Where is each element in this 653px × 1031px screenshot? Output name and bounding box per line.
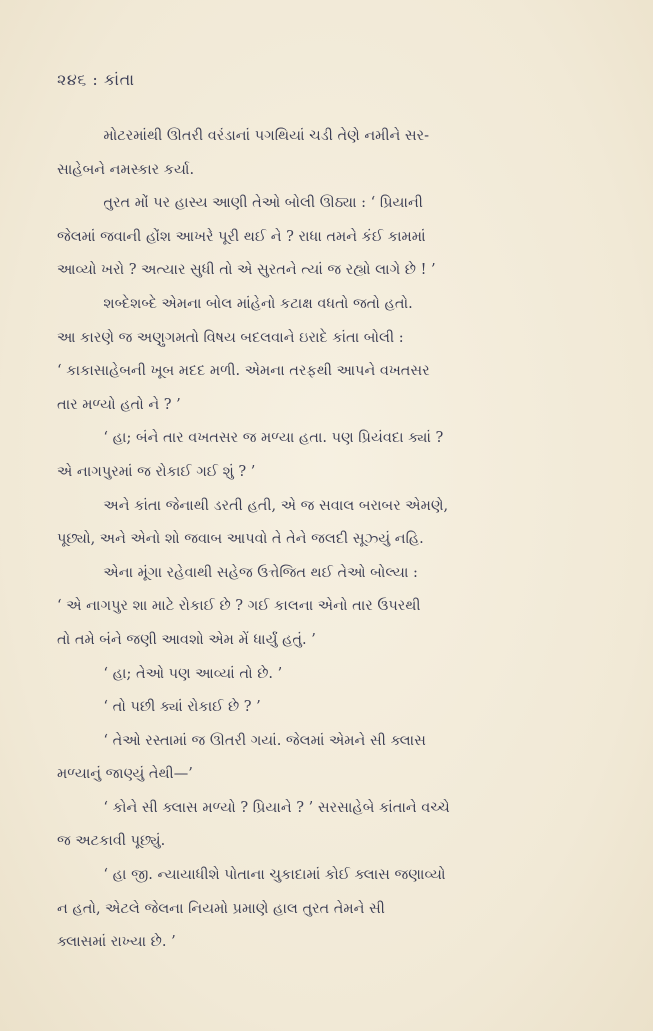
text-line: મળ્યાનું જાણ્યું તેથી—’ [57, 766, 193, 783]
text-line: આવ્યો ખરો ? અત્યાર સુધી તો એ સુરતને ત્યાં જ રહ્યો લાગે છે ! ’ [57, 262, 436, 279]
paragraph [57, 288, 597, 422]
text-line: અને કાંતા જેનાથી ડરતી હતી, એ જ સવાલ બરાબર એમણે, [103, 497, 449, 514]
text-line: જેલમાં જવાની હોંશ આખરે પૂરી થઈ ને ? રાધા તમને કંઈ કામમાં [57, 228, 426, 245]
text-line: ‘ હા; તેઓ પણ આવ્યાં તો છે. ’ [103, 665, 283, 682]
paragraph [57, 725, 597, 792]
text-line: ‘ તો પછી ક્યાં રોકાઈ છે ? ’ [103, 699, 261, 716]
text-line: ન હતો, એટલે જેલના નિયમો પ્રમાણે હાલ તુરત તેમને સી [57, 900, 385, 917]
paragraph [57, 557, 597, 658]
book-title: કાંતા [103, 70, 135, 89]
text-line: ‘ હા જી. ન્યાયાધીશે પોતાના ચુકાદામાં કોઈ ક્લાસ જણાવ્યો [103, 867, 446, 884]
paragraph [57, 120, 597, 187]
text-line: આ કારણે જ અણુગમતો વિષય બદલવાને ઇરાદે કાંતા બોલી : [57, 329, 404, 346]
text-line: પૂછ્યો, અને એનો શો જવાબ આપવો તે તેને જલદી સૂઝ્યું નહિ. [57, 531, 424, 548]
text-line: શબ્દેશબ્દે એમના બોલ માંહેનો કટાક્ષ વધતો જતો હતો. [103, 295, 413, 312]
text-line: તુરત મોં પર હાસ્ય આણી તેઓ બોલી ઊઠ્યા : ‘ પ્રિયાની [103, 195, 423, 212]
paragraph [57, 859, 597, 960]
text-line: એના મૂંગા રહેવાથી સહેજ ઉત્તેજિત થઈ તેઓ બોલ્યા : [103, 564, 418, 581]
paragraph [57, 422, 597, 489]
paragraph [57, 187, 597, 288]
text-line: ‘ કાકાસાહેબની ખૂબ મદદ મળી. એમના તરફથી આપને વખતસર [57, 363, 430, 380]
page-number: ૨૪૬ [57, 70, 87, 89]
text-line: ક્લાસમાં રાખ્યા છે. ’ [57, 934, 176, 951]
text-line: ‘ એ નાગપુર શા માટે રોકાઈ છે ? ગઈ કાલના એનો તાર ઉપરથી [57, 598, 421, 615]
paragraph [57, 792, 597, 859]
text-line: ‘ હા; બંને તાર વખતસર જ મળ્યા હતા. પણ પ્રિયંવદા ક્યાં ? [103, 430, 444, 447]
text-line: મોટરમાંથી ઊતરી વરંડાનાં પગથિયાં ચડી તેણે નમીને સર- [103, 128, 430, 144]
body-text [57, 120, 597, 960]
header-separator: : [92, 70, 99, 89]
text-line: ‘ કોને સી ક્લાસ મળ્યો ? પ્રિયાને ? ’ સરસાહેબે કાંતાને વચ્ચે [103, 799, 450, 816]
text-line: તો તમે બંને જણી આવશો એમ મેં ધાર્યું હતું. ’ [57, 631, 316, 648]
page-header [57, 70, 135, 90]
text-line: જ અટકાવી પૂછ્યું. [57, 833, 166, 850]
text-line: ‘ તેઓ રસ્તામાં જ ઊતરી ગયાં. જેલમાં એમને સી ક્લાસ [103, 732, 426, 749]
text-line: તાર મળ્યો હતો ને ? ’ [57, 396, 181, 413]
text-line: એ નાગપુરમાં જ રોકાઈ ગઈ શું ? ’ [57, 463, 256, 480]
paragraph [57, 658, 597, 692]
paragraph [57, 490, 597, 557]
text-line: સાહેબને નમસ્કાર કર્યા. [57, 161, 195, 178]
paragraph [57, 691, 597, 725]
